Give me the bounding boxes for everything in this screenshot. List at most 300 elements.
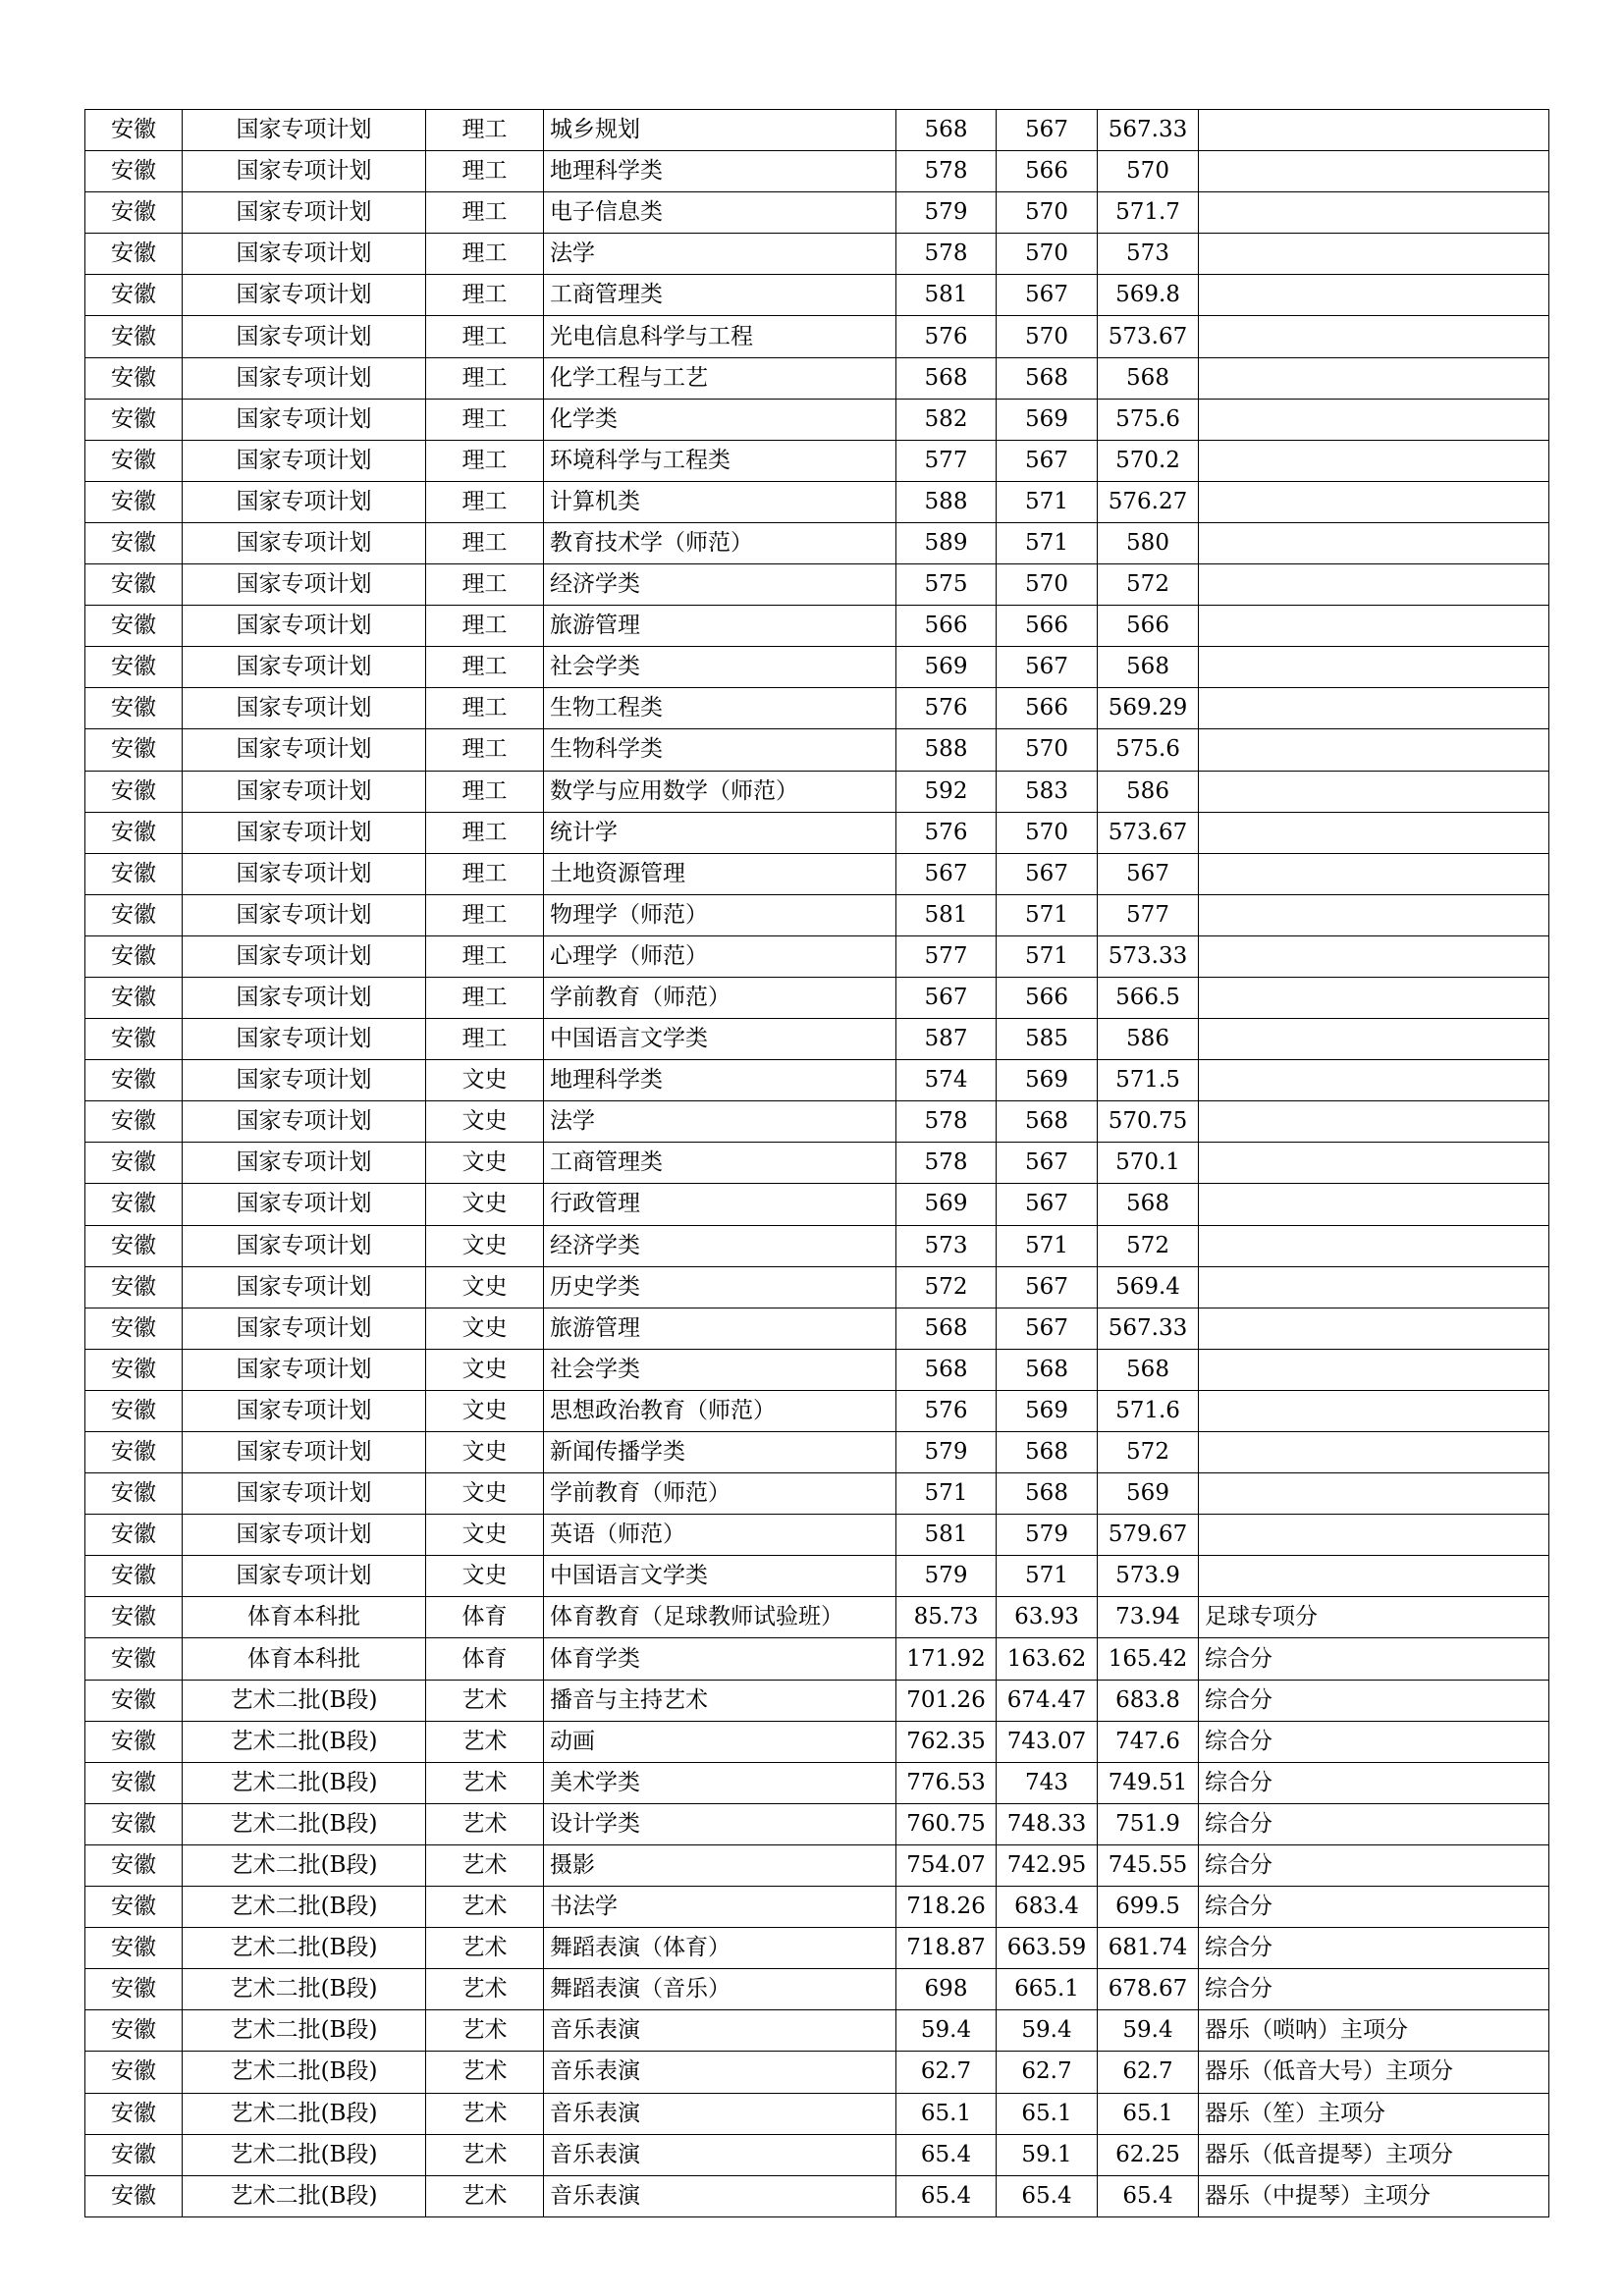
avg-score-cell: 572 <box>1098 564 1199 606</box>
avg-score-cell: 573.67 <box>1098 316 1199 357</box>
province-cell: 安徽 <box>85 853 183 894</box>
max-score-cell: 577 <box>896 935 997 977</box>
avg-score-cell: 571.6 <box>1098 1390 1199 1431</box>
major-cell: 数学与应用数学（师范） <box>544 771 896 812</box>
note-cell: 器乐（低音大号）主项分 <box>1199 2052 1549 2093</box>
min-score-cell: 568 <box>997 1349 1098 1390</box>
avg-score-cell: 745.55 <box>1098 1844 1199 1886</box>
min-score-cell: 674.47 <box>997 1680 1098 1721</box>
avg-score-cell: 570.2 <box>1098 440 1199 481</box>
min-score-cell: 566 <box>997 606 1098 647</box>
admission-score-table <box>84 109 1549 2217</box>
min-score-cell: 570 <box>997 316 1098 357</box>
batch-cell: 国家专项计划 <box>183 1556 426 1597</box>
table-row <box>85 1432 1549 1473</box>
avg-score-cell: 681.74 <box>1098 1928 1199 1969</box>
table-row <box>85 1638 1549 1680</box>
major-cell: 舞蹈表演（音乐） <box>544 1969 896 2010</box>
min-score-cell: 683.4 <box>997 1887 1098 1928</box>
min-score-cell: 665.1 <box>997 1969 1098 2010</box>
major-cell: 法学 <box>544 234 896 275</box>
batch-cell: 艺术二批(B段) <box>183 1762 426 1803</box>
category-cell: 艺术 <box>426 1969 544 2010</box>
province-cell: 安徽 <box>85 440 183 481</box>
note-cell: 足球专项分 <box>1199 1597 1549 1638</box>
table-row <box>85 1101 1549 1143</box>
note-cell <box>1199 1473 1549 1515</box>
note-cell <box>1199 1556 1549 1597</box>
max-score-cell: 582 <box>896 399 997 440</box>
max-score-cell: 576 <box>896 1390 997 1431</box>
category-cell: 文史 <box>426 1390 544 1431</box>
min-score-cell: 567 <box>997 1266 1098 1308</box>
max-score-cell: 568 <box>896 110 997 151</box>
table-row <box>85 1721 1549 1762</box>
province-cell: 安徽 <box>85 151 183 192</box>
category-cell: 艺术 <box>426 1887 544 1928</box>
category-cell: 文史 <box>426 1515 544 1556</box>
major-cell: 播音与主持艺术 <box>544 1680 896 1721</box>
batch-cell: 艺术二批(B段) <box>183 2175 426 2216</box>
batch-cell: 国家专项计划 <box>183 977 426 1018</box>
avg-score-cell: 569.8 <box>1098 275 1199 316</box>
batch-cell: 艺术二批(B段) <box>183 2052 426 2093</box>
max-score-cell: 698 <box>896 1969 997 2010</box>
note-cell: 器乐（唢呐）主项分 <box>1199 2010 1549 2052</box>
major-cell: 动画 <box>544 1721 896 1762</box>
avg-score-cell: 569 <box>1098 1473 1199 1515</box>
note-cell <box>1199 647 1549 688</box>
province-cell: 安徽 <box>85 688 183 729</box>
min-score-cell: 65.4 <box>997 2175 1098 2216</box>
note-cell <box>1199 935 1549 977</box>
batch-cell: 国家专项计划 <box>183 1515 426 1556</box>
min-score-cell: 569 <box>997 1390 1098 1431</box>
table-row <box>85 481 1549 522</box>
min-score-cell: 567 <box>997 647 1098 688</box>
province-cell: 安徽 <box>85 1721 183 1762</box>
province-cell: 安徽 <box>85 2175 183 2216</box>
major-cell: 统计学 <box>544 812 896 853</box>
major-cell: 摄影 <box>544 1844 896 1886</box>
table-row <box>85 606 1549 647</box>
max-score-cell: 568 <box>896 357 997 399</box>
table-row <box>85 110 1549 151</box>
avg-score-cell: 747.6 <box>1098 1721 1199 1762</box>
table-row <box>85 1597 1549 1638</box>
major-cell: 生物科学类 <box>544 729 896 771</box>
min-score-cell: 568 <box>997 1473 1098 1515</box>
major-cell: 中国语言文学类 <box>544 1019 896 1060</box>
min-score-cell: 566 <box>997 688 1098 729</box>
major-cell: 电子信息类 <box>544 192 896 234</box>
batch-cell: 艺术二批(B段) <box>183 1844 426 1886</box>
avg-score-cell: 567.33 <box>1098 1308 1199 1349</box>
table-body <box>85 110 1549 2217</box>
max-score-cell: 577 <box>896 440 997 481</box>
batch-cell: 国家专项计划 <box>183 357 426 399</box>
province-cell: 安徽 <box>85 1515 183 1556</box>
table-row <box>85 1844 1549 1886</box>
major-cell: 行政管理 <box>544 1184 896 1225</box>
min-score-cell: 570 <box>997 812 1098 853</box>
table-row <box>85 2134 1549 2175</box>
min-score-cell: 567 <box>997 440 1098 481</box>
province-cell: 安徽 <box>85 1266 183 1308</box>
max-score-cell: 701.26 <box>896 1680 997 1721</box>
table-row <box>85 1225 1549 1266</box>
table-row <box>85 440 1549 481</box>
province-cell: 安徽 <box>85 1101 183 1143</box>
batch-cell: 国家专项计划 <box>183 522 426 563</box>
category-cell: 文史 <box>426 1225 544 1266</box>
min-score-cell: 743 <box>997 1762 1098 1803</box>
major-cell: 音乐表演 <box>544 2052 896 2093</box>
province-cell: 安徽 <box>85 316 183 357</box>
max-score-cell: 567 <box>896 977 997 1018</box>
major-cell: 土地资源管理 <box>544 853 896 894</box>
batch-cell: 国家专项计划 <box>183 729 426 771</box>
category-cell: 理工 <box>426 812 544 853</box>
category-cell: 艺术 <box>426 2052 544 2093</box>
avg-score-cell: 577 <box>1098 894 1199 935</box>
province-cell: 安徽 <box>85 1432 183 1473</box>
category-cell: 艺术 <box>426 2175 544 2216</box>
province-cell: 安徽 <box>85 1556 183 1597</box>
min-score-cell: 571 <box>997 1556 1098 1597</box>
province-cell: 安徽 <box>85 2134 183 2175</box>
major-cell: 城乡规划 <box>544 110 896 151</box>
table-row <box>85 2093 1549 2134</box>
min-score-cell: 583 <box>997 771 1098 812</box>
max-score-cell: 754.07 <box>896 1844 997 1886</box>
max-score-cell: 572 <box>896 1266 997 1308</box>
note-cell <box>1199 151 1549 192</box>
note-cell <box>1199 440 1549 481</box>
major-cell: 音乐表演 <box>544 2175 896 2216</box>
major-cell: 学前教育（师范） <box>544 977 896 1018</box>
province-cell: 安徽 <box>85 1680 183 1721</box>
note-cell: 综合分 <box>1199 1844 1549 1886</box>
note-cell: 器乐（中提琴）主项分 <box>1199 2175 1549 2216</box>
max-score-cell: 718.26 <box>896 1887 997 1928</box>
major-cell: 中国语言文学类 <box>544 1556 896 1597</box>
avg-score-cell: 62.7 <box>1098 2052 1199 2093</box>
category-cell: 文史 <box>426 1432 544 1473</box>
batch-cell: 国家专项计划 <box>183 316 426 357</box>
avg-score-cell: 571.5 <box>1098 1060 1199 1101</box>
major-cell: 学前教育（师范） <box>544 1473 896 1515</box>
major-cell: 心理学（师范） <box>544 935 896 977</box>
major-cell: 地理科学类 <box>544 151 896 192</box>
min-score-cell: 62.7 <box>997 2052 1098 2093</box>
category-cell: 理工 <box>426 110 544 151</box>
avg-score-cell: 586 <box>1098 1019 1199 1060</box>
note-cell: 综合分 <box>1199 1887 1549 1928</box>
province-cell: 安徽 <box>85 606 183 647</box>
category-cell: 理工 <box>426 771 544 812</box>
province-cell: 安徽 <box>85 647 183 688</box>
table-row <box>85 1266 1549 1308</box>
avg-score-cell: 573.9 <box>1098 1556 1199 1597</box>
note-cell <box>1199 1184 1549 1225</box>
table-row <box>85 564 1549 606</box>
avg-score-cell: 566.5 <box>1098 977 1199 1018</box>
note-cell: 综合分 <box>1199 1928 1549 1969</box>
batch-cell: 国家专项计划 <box>183 688 426 729</box>
province-cell: 安徽 <box>85 1969 183 2010</box>
avg-score-cell: 568 <box>1098 1349 1199 1390</box>
category-cell: 文史 <box>426 1060 544 1101</box>
category-cell: 理工 <box>426 234 544 275</box>
table-row <box>85 1143 1549 1184</box>
table-row <box>85 1349 1549 1390</box>
major-cell: 法学 <box>544 1101 896 1143</box>
table-row <box>85 1680 1549 1721</box>
category-cell: 理工 <box>426 316 544 357</box>
batch-cell: 国家专项计划 <box>183 564 426 606</box>
batch-cell: 国家专项计划 <box>183 647 426 688</box>
avg-score-cell: 749.51 <box>1098 1762 1199 1803</box>
province-cell: 安徽 <box>85 522 183 563</box>
category-cell: 文史 <box>426 1143 544 1184</box>
max-score-cell: 576 <box>896 316 997 357</box>
table-row <box>85 1762 1549 1803</box>
avg-score-cell: 570.1 <box>1098 1143 1199 1184</box>
major-cell: 地理科学类 <box>544 1060 896 1101</box>
category-cell: 理工 <box>426 647 544 688</box>
min-score-cell: 570 <box>997 192 1098 234</box>
batch-cell: 国家专项计划 <box>183 771 426 812</box>
max-score-cell: 578 <box>896 1101 997 1143</box>
table-row <box>85 771 1549 812</box>
batch-cell: 国家专项计划 <box>183 935 426 977</box>
table-row <box>85 1473 1549 1515</box>
note-cell: 综合分 <box>1199 1969 1549 2010</box>
category-cell: 理工 <box>426 1019 544 1060</box>
min-score-cell: 65.1 <box>997 2093 1098 2134</box>
avg-score-cell: 683.8 <box>1098 1680 1199 1721</box>
table-row <box>85 1390 1549 1431</box>
min-score-cell: 570 <box>997 234 1098 275</box>
table-row <box>85 1308 1549 1349</box>
batch-cell: 国家专项计划 <box>183 275 426 316</box>
min-score-cell: 743.07 <box>997 1721 1098 1762</box>
batch-cell: 国家专项计划 <box>183 1184 426 1225</box>
batch-cell: 国家专项计划 <box>183 399 426 440</box>
note-cell <box>1199 110 1549 151</box>
province-cell: 安徽 <box>85 110 183 151</box>
category-cell: 艺术 <box>426 2010 544 2052</box>
major-cell: 化学工程与工艺 <box>544 357 896 399</box>
batch-cell: 国家专项计划 <box>183 1390 426 1431</box>
avg-score-cell: 699.5 <box>1098 1887 1199 1928</box>
major-cell: 舞蹈表演（体育） <box>544 1928 896 1969</box>
table-row <box>85 1060 1549 1101</box>
batch-cell: 国家专项计划 <box>183 1473 426 1515</box>
max-score-cell: 581 <box>896 275 997 316</box>
category-cell: 理工 <box>426 894 544 935</box>
province-cell: 安徽 <box>85 1225 183 1266</box>
major-cell: 音乐表演 <box>544 2134 896 2175</box>
note-cell: 综合分 <box>1199 1680 1549 1721</box>
avg-score-cell: 576.27 <box>1098 481 1199 522</box>
avg-score-cell: 586 <box>1098 771 1199 812</box>
category-cell: 文史 <box>426 1308 544 1349</box>
table-row <box>85 2010 1549 2052</box>
batch-cell: 国家专项计划 <box>183 606 426 647</box>
avg-score-cell: 568 <box>1098 1184 1199 1225</box>
major-cell: 体育学类 <box>544 1638 896 1680</box>
note-cell <box>1199 812 1549 853</box>
batch-cell: 国家专项计划 <box>183 1308 426 1349</box>
province-cell: 安徽 <box>85 2093 183 2134</box>
avg-score-cell: 570 <box>1098 151 1199 192</box>
min-score-cell: 567 <box>997 1143 1098 1184</box>
avg-score-cell: 65.1 <box>1098 2093 1199 2134</box>
table-row <box>85 522 1549 563</box>
table-row <box>85 647 1549 688</box>
max-score-cell: 65.4 <box>896 2134 997 2175</box>
min-score-cell: 568 <box>997 1432 1098 1473</box>
major-cell: 美术学类 <box>544 1762 896 1803</box>
min-score-cell: 570 <box>997 729 1098 771</box>
province-cell: 安徽 <box>85 1844 183 1886</box>
table-row <box>85 688 1549 729</box>
avg-score-cell: 575.6 <box>1098 729 1199 771</box>
min-score-cell: 568 <box>997 357 1098 399</box>
batch-cell: 国家专项计划 <box>183 1060 426 1101</box>
major-cell: 工商管理类 <box>544 275 896 316</box>
note-cell <box>1199 1308 1549 1349</box>
max-score-cell: 568 <box>896 1308 997 1349</box>
batch-cell: 国家专项计划 <box>183 853 426 894</box>
category-cell: 理工 <box>426 977 544 1018</box>
category-cell: 艺术 <box>426 1680 544 1721</box>
batch-cell: 国家专项计划 <box>183 1432 426 1473</box>
batch-cell: 国家专项计划 <box>183 1101 426 1143</box>
min-score-cell: 571 <box>997 935 1098 977</box>
max-score-cell: 579 <box>896 1556 997 1597</box>
note-cell <box>1199 1432 1549 1473</box>
max-score-cell: 587 <box>896 1019 997 1060</box>
major-cell: 化学类 <box>544 399 896 440</box>
major-cell: 社会学类 <box>544 647 896 688</box>
min-score-cell: 567 <box>997 1308 1098 1349</box>
major-cell: 教育技术学（师范） <box>544 522 896 563</box>
province-cell: 安徽 <box>85 1803 183 1844</box>
table-row <box>85 1887 1549 1928</box>
table-row <box>85 812 1549 853</box>
batch-cell: 国家专项计划 <box>183 440 426 481</box>
category-cell: 艺术 <box>426 2093 544 2134</box>
province-cell: 安徽 <box>85 771 183 812</box>
max-score-cell: 588 <box>896 481 997 522</box>
province-cell: 安徽 <box>85 1762 183 1803</box>
note-cell <box>1199 234 1549 275</box>
note-cell <box>1199 688 1549 729</box>
category-cell: 理工 <box>426 853 544 894</box>
max-score-cell: 718.87 <box>896 1928 997 1969</box>
avg-score-cell: 575.6 <box>1098 399 1199 440</box>
batch-cell: 国家专项计划 <box>183 192 426 234</box>
province-cell: 安徽 <box>85 481 183 522</box>
max-score-cell: 569 <box>896 1184 997 1225</box>
table-row <box>85 357 1549 399</box>
table-row <box>85 1019 1549 1060</box>
note-cell: 器乐（低音提琴）主项分 <box>1199 2134 1549 2175</box>
avg-score-cell: 573.33 <box>1098 935 1199 977</box>
province-cell: 安徽 <box>85 1887 183 1928</box>
max-score-cell: 62.7 <box>896 2052 997 2093</box>
min-score-cell: 585 <box>997 1019 1098 1060</box>
province-cell: 安徽 <box>85 357 183 399</box>
province-cell: 安徽 <box>85 1308 183 1349</box>
category-cell: 理工 <box>426 729 544 771</box>
category-cell: 文史 <box>426 1473 544 1515</box>
min-score-cell: 571 <box>997 481 1098 522</box>
batch-cell: 国家专项计划 <box>183 812 426 853</box>
category-cell: 理工 <box>426 440 544 481</box>
note-cell <box>1199 481 1549 522</box>
note-cell <box>1199 1225 1549 1266</box>
major-cell: 经济学类 <box>544 1225 896 1266</box>
avg-score-cell: 568 <box>1098 357 1199 399</box>
min-score-cell: 571 <box>997 1225 1098 1266</box>
category-cell: 文史 <box>426 1349 544 1390</box>
category-cell: 文史 <box>426 1556 544 1597</box>
major-cell: 音乐表演 <box>544 2093 896 2134</box>
table-row <box>85 977 1549 1018</box>
province-cell: 安徽 <box>85 812 183 853</box>
max-score-cell: 776.53 <box>896 1762 997 1803</box>
avg-score-cell: 572 <box>1098 1225 1199 1266</box>
category-cell: 理工 <box>426 564 544 606</box>
table-row <box>85 853 1549 894</box>
table-row <box>85 234 1549 275</box>
province-cell: 安徽 <box>85 1638 183 1680</box>
batch-cell: 国家专项计划 <box>183 1019 426 1060</box>
max-score-cell: 574 <box>896 1060 997 1101</box>
note-cell <box>1199 853 1549 894</box>
category-cell: 文史 <box>426 1101 544 1143</box>
batch-cell: 国家专项计划 <box>183 234 426 275</box>
category-cell: 文史 <box>426 1184 544 1225</box>
max-score-cell: 566 <box>896 606 997 647</box>
note-cell: 综合分 <box>1199 1638 1549 1680</box>
province-cell: 安徽 <box>85 1184 183 1225</box>
table-row <box>85 935 1549 977</box>
max-score-cell: 588 <box>896 729 997 771</box>
category-cell: 艺术 <box>426 1928 544 1969</box>
province-cell: 安徽 <box>85 1060 183 1101</box>
table-row <box>85 1928 1549 1969</box>
province-cell: 安徽 <box>85 935 183 977</box>
batch-cell: 国家专项计划 <box>183 481 426 522</box>
batch-cell: 体育本科批 <box>183 1597 426 1638</box>
province-cell: 安徽 <box>85 1473 183 1515</box>
province-cell: 安徽 <box>85 234 183 275</box>
province-cell: 安徽 <box>85 1349 183 1390</box>
category-cell: 理工 <box>426 151 544 192</box>
max-score-cell: 568 <box>896 1349 997 1390</box>
major-cell: 光电信息科学与工程 <box>544 316 896 357</box>
category-cell: 艺术 <box>426 1762 544 1803</box>
province-cell: 安徽 <box>85 1390 183 1431</box>
table-row <box>85 151 1549 192</box>
table-row <box>85 1969 1549 2010</box>
max-score-cell: 65.4 <box>896 2175 997 2216</box>
